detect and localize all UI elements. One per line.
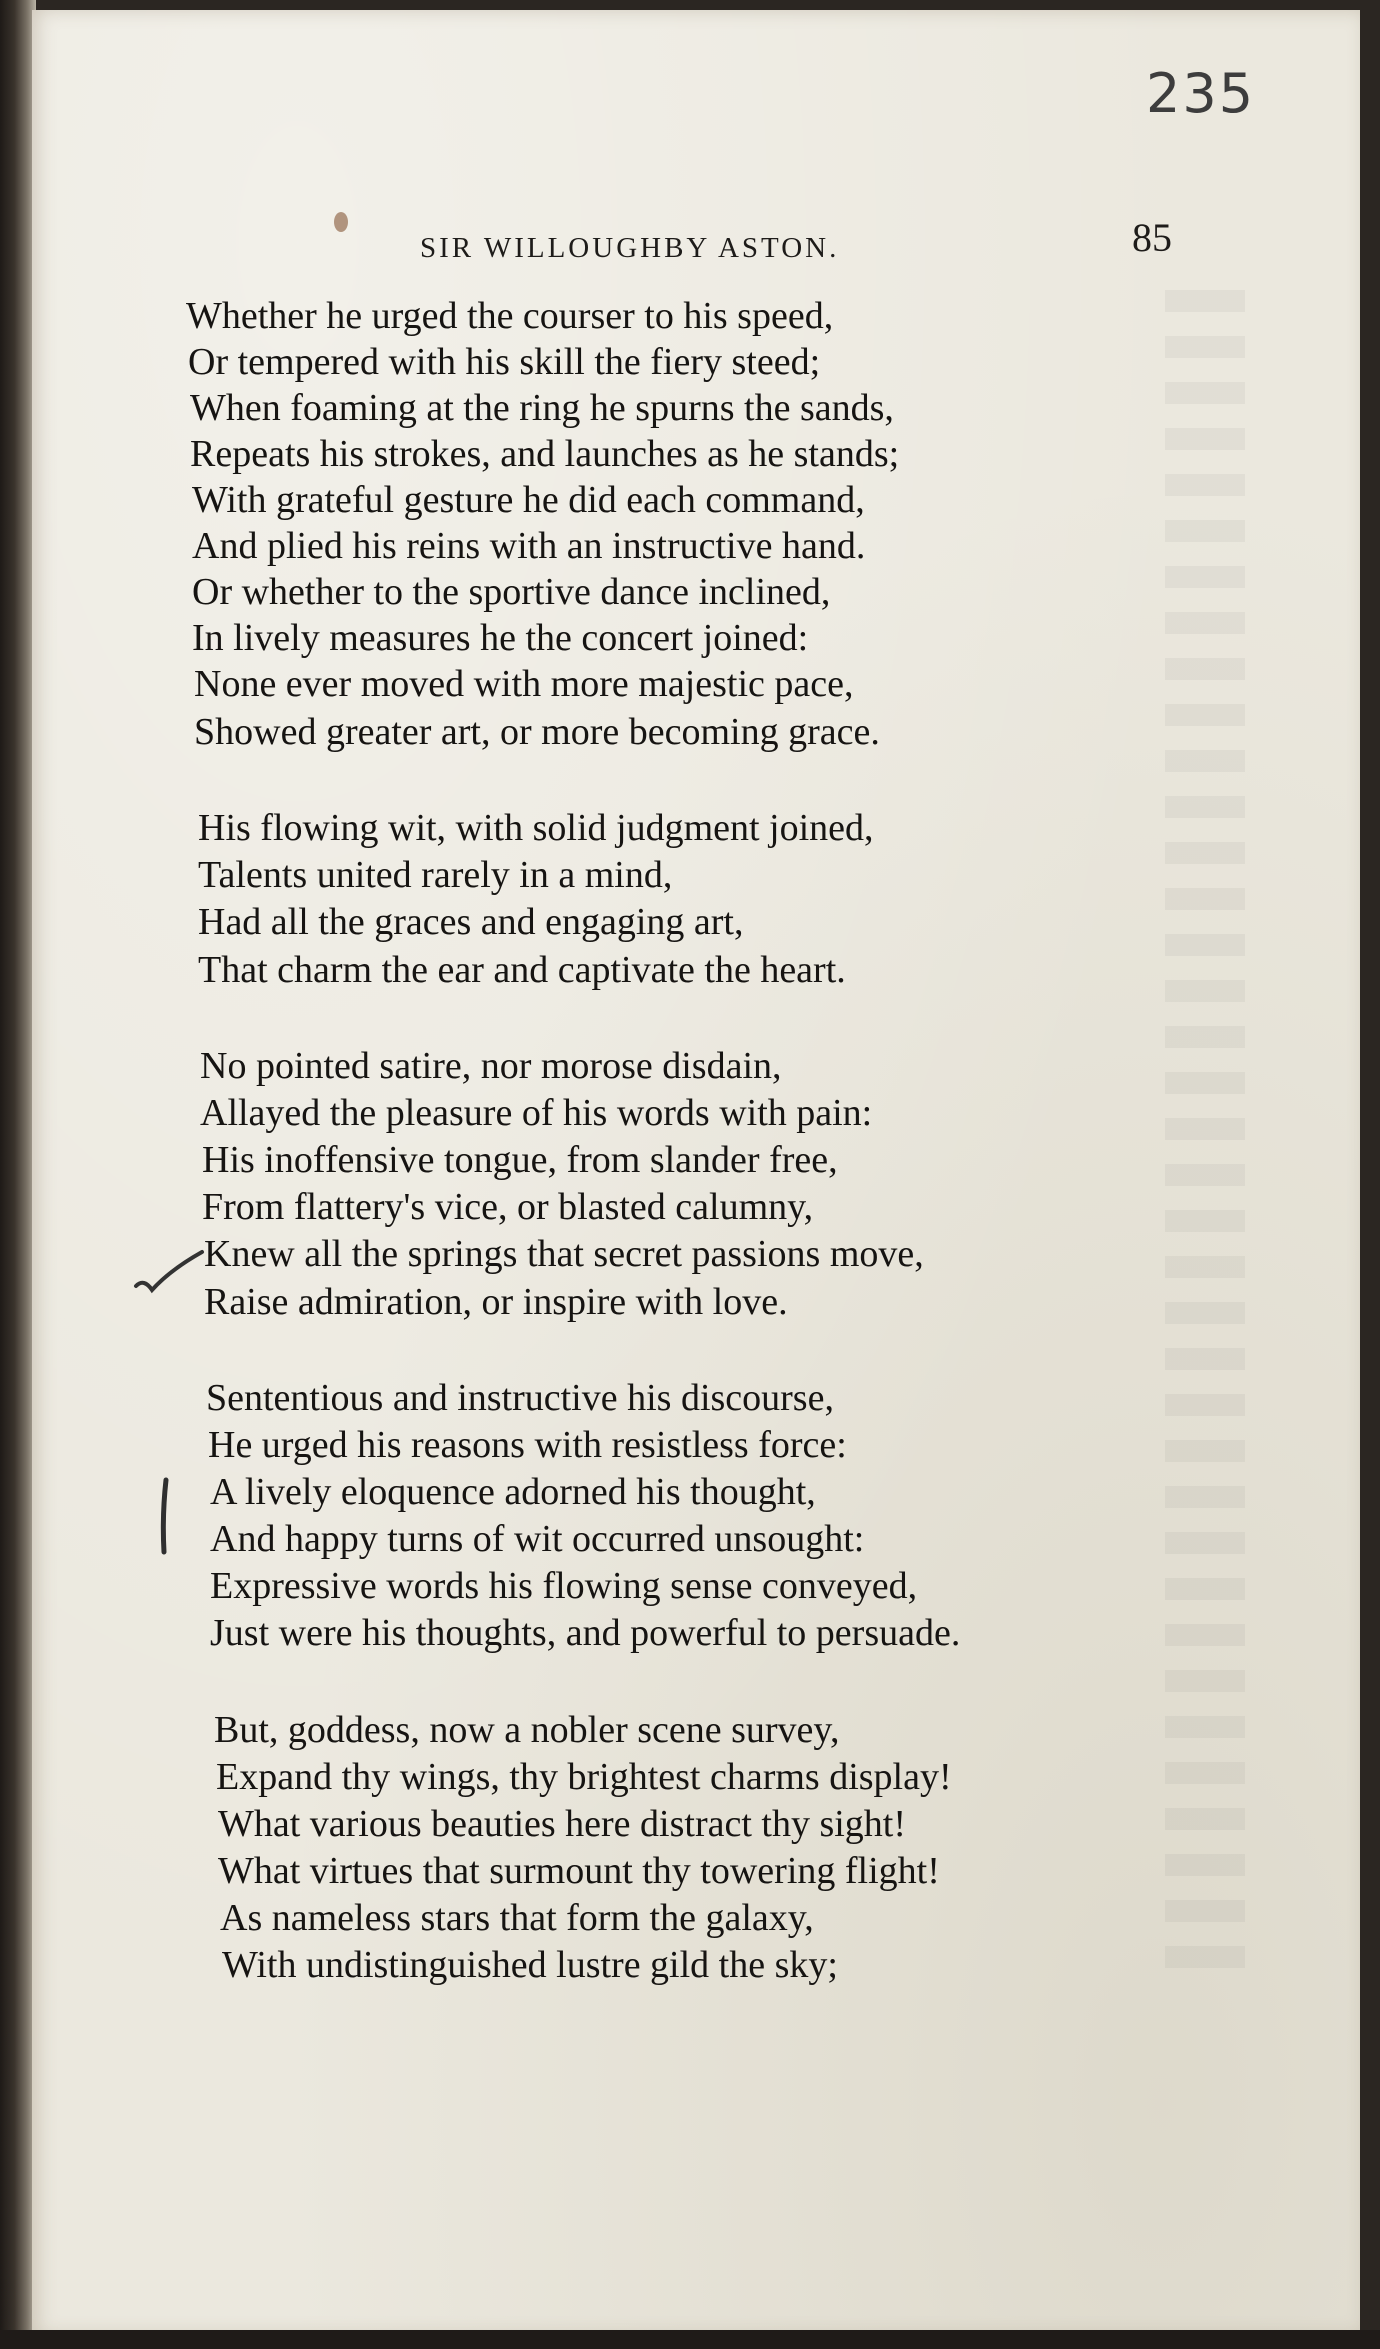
running-head: SIR WILLOUGHBY ASTON. [420,232,840,264]
book-spine [0,0,36,2349]
verse-line: Talents united rarely in a mind, [198,854,673,896]
page-stain [334,212,348,232]
verse-line: With grateful gesture he did each command, [192,479,865,521]
bottom-edge [0,2330,1380,2349]
verse-line: His flowing wit, with solid judgment joined, [198,807,874,849]
verse-line: What virtues that surmount thy towering flight! [218,1850,940,1892]
verse-line: Expressive words his flowing sense conveyed, [210,1565,918,1607]
verse-line: And happy turns of wit occurred unsought: [210,1518,865,1560]
verse-line: In lively measures he the concert joined: [192,617,809,659]
verse-line: A lively eloquence adorned his thought, [210,1471,816,1513]
verse-line: Or tempered with his skill the fiery steed; [188,341,821,383]
pencil-page-number: 235 [1146,62,1256,125]
verse-line: Just were his thoughts, and powerful to persuade. [210,1612,961,1654]
verse-line: His inoffensive tongue, from slander free, [202,1139,838,1181]
pencil-checkmark-icon [130,1248,210,1298]
verse-line: Expand thy wings, thy brightest charms display! [216,1756,952,1798]
verse-line: Had all the graces and engaging art, [198,901,744,943]
verse-line: Or whether to the sportive dance inclined, [192,571,831,613]
page-number: 85 [1132,215,1172,260]
verse-line: With undistinguished lustre gild the sky; [222,1944,838,1986]
verse-line: What various beauties here distract thy sight! [218,1803,907,1845]
verse-line: Allayed the pleasure of his words with pain: [200,1092,873,1134]
verse-line: He urged his reasons with resistless force: [208,1424,847,1466]
verse-line: Whether he urged the courser to his speed, [186,295,834,337]
verse-line: And plied his reins with an instructive hand. [192,525,866,567]
verse-line: None ever moved with more majestic pace, [194,663,854,705]
show-through-text [1165,290,1245,1990]
verse-line: Sententious and instructive his discourse, [206,1377,834,1419]
verse-line: As nameless stars that form the galaxy, [220,1897,814,1939]
verse-line: That charm the ear and captivate the heart. [198,949,846,991]
verse-line: Showed greater art, or more becoming grace. [194,711,880,753]
verse-line: But, goddess, now a nobler scene survey, [214,1709,840,1751]
verse-line: Raise admiration, or inspire with love. [204,1281,788,1323]
verse-line: Knew all the springs that secret passions move, [204,1233,924,1275]
verse-line: From flattery's vice, or blasted calumny, [202,1186,814,1228]
verse-line: Repeats his strokes, and launches as he stands; [190,433,900,475]
verse-line: When foaming at the ring he spurns the sands, [190,387,894,429]
pencil-margin-line-icon [152,1476,176,1556]
verse-line: No pointed satire, nor morose disdain, [200,1045,782,1087]
